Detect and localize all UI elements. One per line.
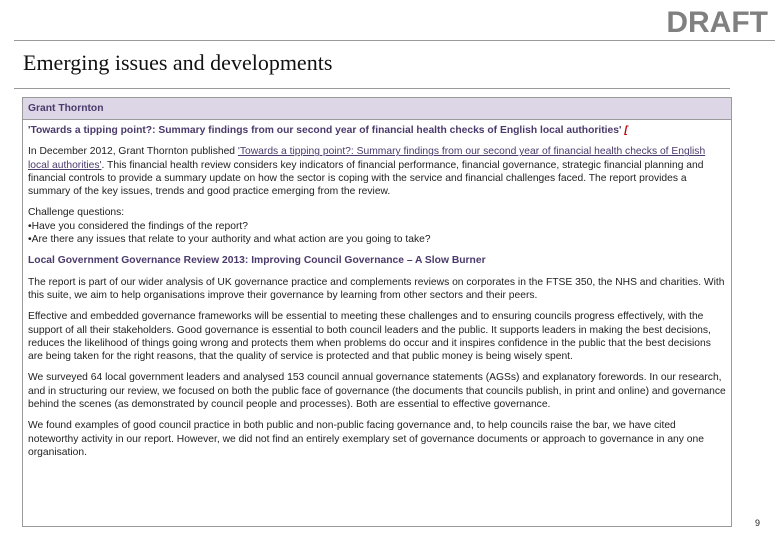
report-link[interactable]: 'Towards a tipping point?: Summary findings from our second year of financial health checks of English local authorities' [28,146,706,171]
para-suffix: . This financial health review considers key indicators of financial performance, financial governance, strategic financial planning and financial controls to provide a summary update on how the sector is coping with the service and financial challenges faced. The report provides a summary of the key issues, trends and good practice emerging from the review. [28,159,704,198]
governance-paragraph: We found examples of good council practice in both public and non-public facing governance and, to help councils raise the bar, we have cited noteworthy activity in our report. However, we did not find an entirely exemplary set of governance documents or approach to governance in any one organisation. [28,420,704,458]
challenge-questions [28,206,726,246]
page-title: Emerging issues and developments [23,50,333,75]
question-item: •Are there any issues that relate to your authority and what action are you going to take? [28,234,431,246]
heading-text: 'Towards a tipping point?: Summary findings from our second year of financial health checks of English local authorities' [28,125,622,136]
governance-paragraph: We surveyed 64 local government leaders and analysed 153 council annual governance statements (AGSs) and explanatory forewords. In our research, and in structuring our review, we focused on both the public face of governance (the documents that councils publish, in print and online) and governance behind the scenes (as demonstrated by council people and processes). Both are essential to effective governance. [28,372,726,411]
governance-paragraph: Effective and embedded governance frameworks will be essential to meeting these challenges and to ensuring councils progress effectively, with the support of all their stakeholders. Good governance is essential to both council leaders and the public. It supports leaders in making the best decisions, reduces the likelihood of things going wrong and protects them when problems do occur and it inspires confidence in the public that the best decisions are being taken for the right reasons, that the quality of service is protected and that public money is being wisely spent. [28,311,711,363]
table-header: Grant Thornton [23,98,731,120]
governance-paragraph: The report is part of our wider analysis of UK governance practice and complements reviews on corporates in the FTSE 350, the NHS and charities. With this suite, we aim to help organisations improve their governance by learning from other sectors and their peers. [28,276,725,301]
question-item: •Have you considered the findings of the report? [28,220,248,232]
top-divider [14,40,775,41]
para-prefix: In December 2012, Grant Thornton published [28,146,238,158]
title-divider [14,88,730,89]
challenge-label: Challenge questions: [28,207,125,219]
tipping-point-paragraph [28,145,726,198]
section-heading-tipping-point [28,124,726,137]
content-table [22,97,732,527]
draft-watermark: DRAFT [666,6,768,39]
marker: [ [624,125,628,136]
page-number: 9 [754,518,760,528]
section-heading-governance-review: Local Government Governance Review 2013: Improving Council Governance – A Slow Burner [28,255,486,267]
table-body [23,120,731,459]
